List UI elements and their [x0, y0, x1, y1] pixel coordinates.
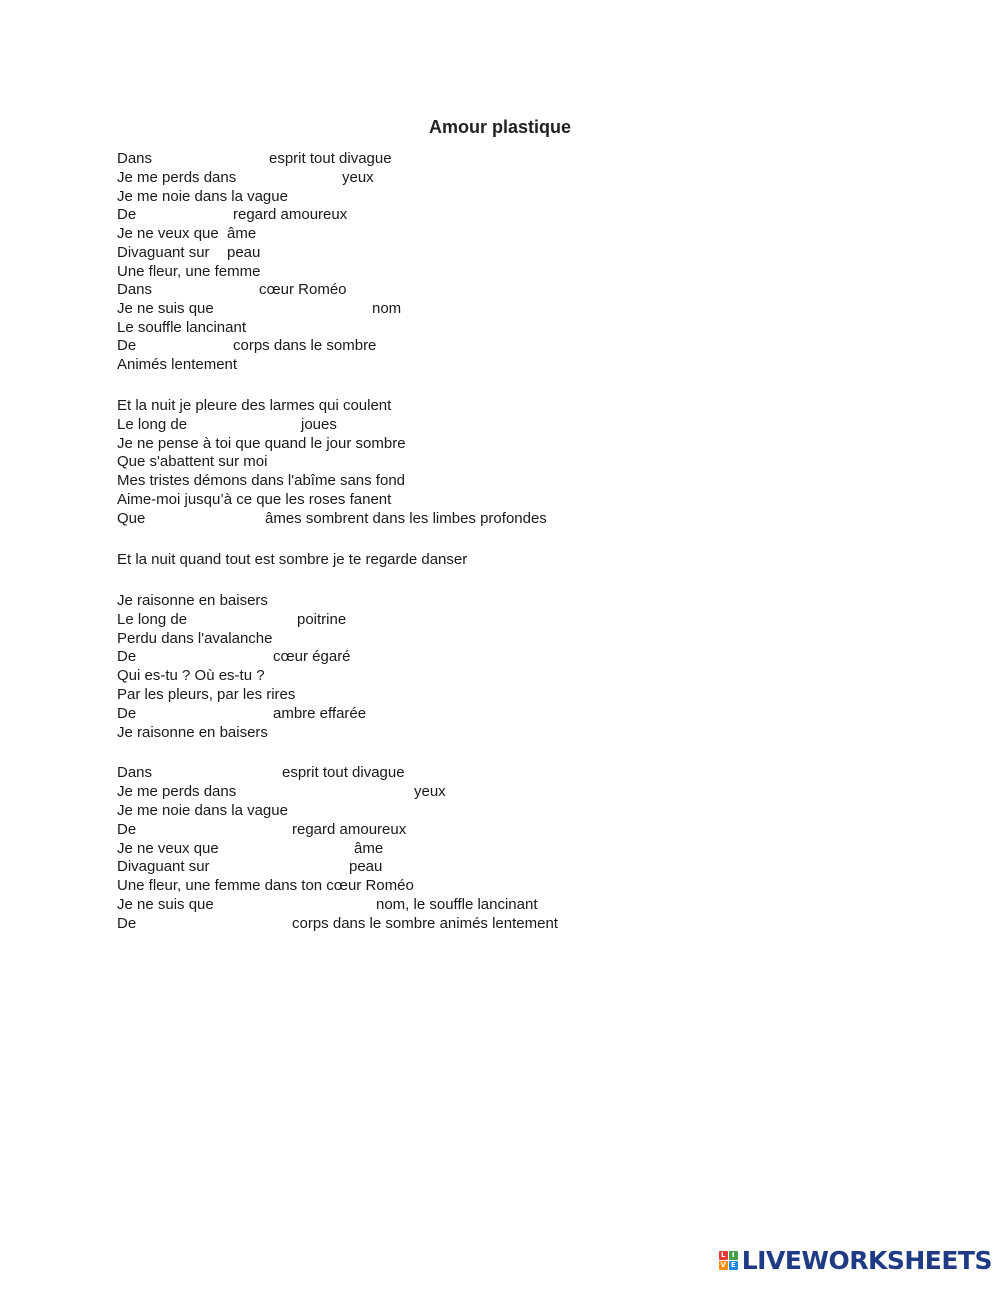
lyric-text: Que: [117, 510, 146, 527]
lyric-text-after-blank: ambre effarée: [273, 705, 367, 722]
lyric-text: Je me noie dans la vague: [117, 188, 288, 205]
lyric-text: Qui es-tu ? Où es-tu ?: [117, 667, 265, 684]
lyric-text-after-blank: esprit tout divague: [282, 764, 405, 781]
lyric-text-after-blank: cœur égaré: [273, 648, 351, 665]
lyric-text-after-blank: esprit tout divague: [269, 150, 392, 167]
lyric-text-after-blank: peau: [227, 244, 261, 261]
lyric-text-after-blank: yeux: [342, 169, 374, 186]
lyric-text: Que s'abattent sur moi: [117, 453, 268, 470]
lyric-text: Par les pleurs, par les rires: [117, 686, 296, 703]
lyric-text: Et la nuit quand tout est sombre je te regarde danser: [117, 551, 468, 568]
lyric-text: Divaguant sur: [117, 244, 210, 261]
lyric-text-after-blank: regard amoureux: [233, 206, 348, 223]
logo-mark-tile: L: [719, 1251, 728, 1260]
logo-mark-icon: [719, 1251, 738, 1270]
liveworksheets-logo: [719, 1243, 992, 1277]
logo-text: LIVEWORKSHEETS: [741, 1245, 992, 1275]
logo-mark-tile: E: [729, 1261, 738, 1270]
lyric-text-after-blank: nom: [372, 300, 402, 317]
lyric-text: Animés lentement: [117, 356, 238, 373]
lyric-text: Perdu dans l'avalanche: [117, 630, 273, 647]
lyric-text: Je raisonne en baisers: [117, 724, 268, 741]
lyric-text: Je ne suis que: [117, 300, 214, 317]
lyric-text: Je me noie dans la vague: [117, 802, 288, 819]
lyric-text-after-blank: cœur Roméo: [259, 281, 347, 298]
lyric-text: Je me perds dans: [117, 783, 237, 800]
logo-mark-tile: I: [729, 1251, 738, 1260]
lyric-text: De: [117, 206, 137, 223]
lyric-text: De: [117, 915, 137, 932]
lyric-text-after-blank: âme: [227, 225, 257, 242]
worksheet-title: Amour plastique: [428, 117, 571, 137]
lyric-text-after-blank: âmes sombrent dans les limbes profondes: [265, 510, 547, 527]
lyric-text-after-blank: corps dans le sombre: [233, 337, 377, 354]
lyric-text-after-blank: corps dans le sombre animés lentement: [292, 915, 558, 932]
lyric-text: Je ne pense à toi que quand le jour sombre: [117, 435, 406, 452]
lyric-text: Le long de: [117, 416, 188, 433]
lyric-text: Une fleur, une femme: [117, 263, 261, 280]
lyric-text: Je ne veux que: [117, 840, 219, 857]
lyric-text: Une fleur, une femme dans ton cœur Roméo: [117, 877, 414, 894]
lyric-text-after-blank: yeux: [414, 783, 446, 800]
lyric-text-after-blank: poitrine: [297, 611, 347, 628]
lyric-text: Mes tristes démons dans l'abîme sans fond: [117, 472, 406, 489]
lyric-text: Divaguant sur: [117, 858, 210, 875]
lyric-text: Dans: [117, 150, 153, 167]
lyric-text: Le souffle lancinant: [117, 319, 246, 336]
logo-mark-tile: V: [720, 1260, 726, 1269]
lyric-text-after-blank: nom, le souffle lancinant: [376, 896, 538, 913]
lyric-text: De: [117, 337, 137, 354]
lyric-text: De: [117, 821, 137, 838]
lyric-text: Dans: [117, 764, 153, 781]
lyric-text: Aime-moi jusqu’à ce que les roses fanent: [117, 491, 392, 508]
lyric-text-after-blank: joues: [301, 416, 337, 433]
lyric-text-after-blank: regard amoureux: [292, 821, 407, 838]
lyric-text: Je ne veux que: [117, 225, 219, 242]
lyric-text: Je raisonne en baisers: [117, 592, 268, 609]
lyric-text: Je me perds dans: [117, 169, 237, 186]
lyric-text-after-blank: peau: [349, 858, 383, 875]
lyric-text: Le long de: [117, 611, 188, 628]
lyric-text: Dans: [117, 281, 153, 298]
lyric-text: Je ne suis que: [117, 896, 214, 913]
lyric-text-after-blank: âme: [354, 840, 384, 857]
lyric-text: De: [117, 648, 137, 665]
lyric-text: De: [117, 705, 137, 722]
lyric-text: Et la nuit je pleure des larmes qui coulent: [117, 397, 392, 414]
